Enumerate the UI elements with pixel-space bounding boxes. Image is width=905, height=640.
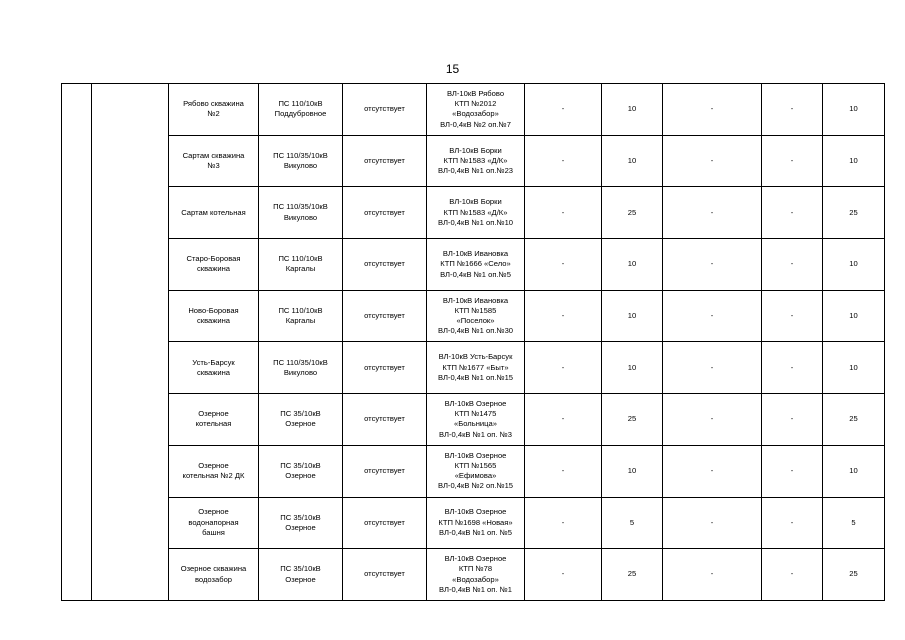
- cell-object: Озерное скважина водозабор: [169, 549, 259, 601]
- cell-object: Ново-Боровая скважина: [169, 290, 259, 342]
- cell-line: ВЛ-10кВ Борки КТП №1583 «Д/К» ВЛ-0,4кВ №1 оп.№10: [427, 187, 525, 239]
- cell-col4: -: [762, 342, 823, 394]
- cell-col5: 25: [823, 394, 885, 446]
- cell-object: Озерное котельная №2 ДК: [169, 445, 259, 497]
- cell-status: отсутствует: [343, 239, 427, 291]
- cell-col4: -: [762, 290, 823, 342]
- table-row: [62, 497, 885, 549]
- cell-col1: -: [525, 497, 602, 549]
- cell-col2: 10: [602, 239, 663, 291]
- cell-line: ВЛ-10кВ Озерное КТП №78 «Водозабор» ВЛ-0,4кВ №1 оп. №1: [427, 549, 525, 601]
- cell-line: ВЛ-10кВ Усть-Барсук КТП №1677 «Быт» ВЛ-0,4кВ №1 оп.№15: [427, 342, 525, 394]
- cell-col3: -: [663, 445, 762, 497]
- cell-col3: -: [663, 84, 762, 136]
- cell-col3: -: [663, 549, 762, 601]
- cell-col5: 10: [823, 342, 885, 394]
- cell-col4: -: [762, 239, 823, 291]
- cell-status: отсутствует: [343, 394, 427, 446]
- table-row: [62, 84, 885, 136]
- cell-substation: ПС 35/10кВ Озерное: [259, 549, 343, 601]
- cell-object: Озерное котельная: [169, 394, 259, 446]
- cell-substation: ПС 110/35/10кВ Викулово: [259, 135, 343, 187]
- cell-col4: -: [762, 394, 823, 446]
- cell-line: ВЛ-10кВ Озерное КТП №1565 «Ефимова» ВЛ-0,4кВ №2 оп.№15: [427, 445, 525, 497]
- cell-col3: -: [663, 135, 762, 187]
- table-row: [62, 445, 885, 497]
- page-number: 15: [445, 62, 460, 76]
- cell-status: отсутствует: [343, 549, 427, 601]
- cell-col5: 5: [823, 497, 885, 549]
- cell-object: Старо-Боровая скважина: [169, 239, 259, 291]
- cell-number: [62, 84, 92, 601]
- cell-status: отсутствует: [343, 497, 427, 549]
- cell-col1: -: [525, 394, 602, 446]
- cell-col3: -: [663, 187, 762, 239]
- cell-object: Усть-Барсук скважина: [169, 342, 259, 394]
- cell-group: [92, 84, 169, 601]
- cell-col1: -: [525, 187, 602, 239]
- cell-col2: 25: [602, 549, 663, 601]
- table-row: [62, 394, 885, 446]
- cell-substation: ПС 110/10кВ Каргалы: [259, 239, 343, 291]
- cell-substation: ПС 110/35/10кВ Викулово: [259, 342, 343, 394]
- cell-line: ВЛ-10кВ Рябово КТП №2012 «Водозабор» ВЛ-0,4кВ №2 оп.№7: [427, 84, 525, 136]
- cell-col1: -: [525, 342, 602, 394]
- cell-substation: ПС 35/10кВ Озерное: [259, 445, 343, 497]
- cell-col3: -: [663, 342, 762, 394]
- cell-status: отсутствует: [343, 342, 427, 394]
- cell-col1: -: [525, 239, 602, 291]
- cell-col3: -: [663, 290, 762, 342]
- cell-line: ВЛ-10кВ Ивановка КТП №1666 «Село» ВЛ-0,4кВ №1 оп.№5: [427, 239, 525, 291]
- cell-status: отсутствует: [343, 187, 427, 239]
- cell-col4: -: [762, 187, 823, 239]
- cell-col5: 10: [823, 135, 885, 187]
- cell-line: ВЛ-10кВ Озерное КТП №1475 «Больница» ВЛ-0,4кВ №1 оп. №3: [427, 394, 525, 446]
- cell-col4: -: [762, 135, 823, 187]
- data-table: [61, 83, 885, 601]
- cell-col2: 10: [602, 84, 663, 136]
- cell-col2: 25: [602, 394, 663, 446]
- cell-col1: -: [525, 549, 602, 601]
- cell-status: отсутствует: [343, 290, 427, 342]
- cell-status: отсутствует: [343, 135, 427, 187]
- cell-col2: 5: [602, 497, 663, 549]
- cell-col2: 25: [602, 187, 663, 239]
- cell-col2: 10: [602, 290, 663, 342]
- cell-col2: 10: [602, 445, 663, 497]
- cell-col2: 10: [602, 342, 663, 394]
- cell-col1: -: [525, 84, 602, 136]
- cell-substation: ПС 110/10кВ Каргалы: [259, 290, 343, 342]
- table-row: [62, 135, 885, 187]
- cell-col4: -: [762, 445, 823, 497]
- cell-line: ВЛ-10кВ Борки КТП №1583 «Д/К» ВЛ-0,4кВ №1 оп.№23: [427, 135, 525, 187]
- cell-col4: -: [762, 497, 823, 549]
- cell-col4: -: [762, 84, 823, 136]
- cell-status: отсутствует: [343, 84, 427, 136]
- cell-object: Сартам скважина №3: [169, 135, 259, 187]
- cell-substation: ПС 110/10кВ Поддубровное: [259, 84, 343, 136]
- cell-line: ВЛ-10кВ Озерное КТП №1698 «Новая» ВЛ-0,4кВ №1 оп. №5: [427, 497, 525, 549]
- cell-status: отсутствует: [343, 445, 427, 497]
- cell-substation: ПС 35/10кВ Озерное: [259, 394, 343, 446]
- cell-col5: 10: [823, 84, 885, 136]
- cell-col1: -: [525, 135, 602, 187]
- cell-col2: 10: [602, 135, 663, 187]
- cell-col5: 10: [823, 445, 885, 497]
- cell-col5: 25: [823, 187, 885, 239]
- cell-col3: -: [663, 394, 762, 446]
- cell-substation: ПС 35/10кВ Озерное: [259, 497, 343, 549]
- cell-object: Озерное водонапорная башня: [169, 497, 259, 549]
- cell-object: Сартам котельная: [169, 187, 259, 239]
- cell-line: ВЛ-10кВ Ивановка КТП №1585 «Поселок» ВЛ-0,4кВ №1 оп.№30: [427, 290, 525, 342]
- cell-substation: ПС 110/35/10кВ Викулово: [259, 187, 343, 239]
- cell-col3: -: [663, 497, 762, 549]
- table-row: [62, 239, 885, 291]
- cell-col3: -: [663, 239, 762, 291]
- table-row: [62, 290, 885, 342]
- cell-col5: 10: [823, 239, 885, 291]
- cell-col5: 25: [823, 549, 885, 601]
- cell-col4: -: [762, 549, 823, 601]
- table-row: [62, 549, 885, 601]
- cell-col1: -: [525, 445, 602, 497]
- cell-col1: -: [525, 290, 602, 342]
- table-row: [62, 342, 885, 394]
- cell-col5: 10: [823, 290, 885, 342]
- cell-object: Рябово скважина №2: [169, 84, 259, 136]
- table-row: [62, 187, 885, 239]
